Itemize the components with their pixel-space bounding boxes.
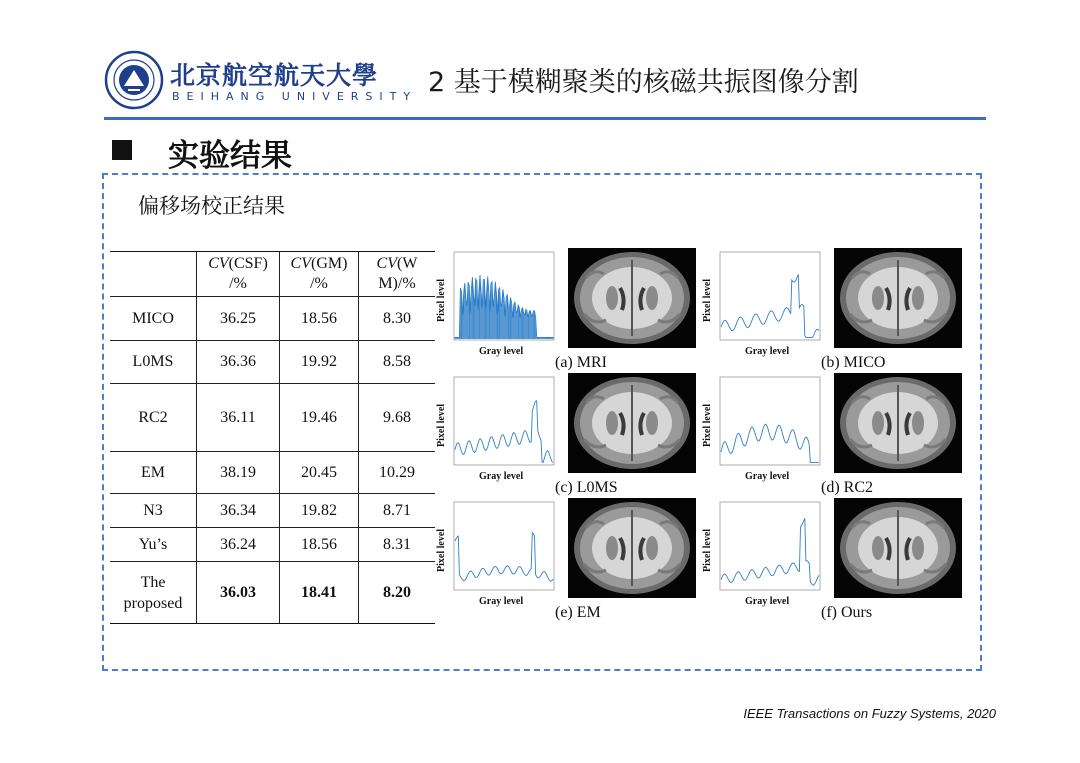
table-row (110, 297, 435, 341)
y-axis-label: Pixel level (702, 528, 713, 572)
panel-caption: (b) MICO (821, 354, 886, 371)
csf-cell: 36.03 (197, 562, 280, 624)
mri-brain-image (834, 248, 962, 348)
histogram-plot (452, 250, 585, 349)
citation: IEEE Transactions on Fuzzy Systems, 2020 (743, 706, 996, 721)
x-axis-label: Gray level (479, 346, 524, 357)
wm-cell: 8.20 (359, 562, 436, 624)
table-row (110, 494, 435, 528)
header-cv-wm: CV(W M)/% (359, 252, 436, 297)
histogram-plot (452, 375, 585, 474)
method-cell: MICO (110, 297, 197, 341)
results-table (110, 251, 435, 624)
table-row-proposed (110, 562, 435, 624)
y-axis-label: Pixel level (702, 278, 713, 322)
csf-cell: 36.36 (197, 341, 280, 384)
table-row (110, 528, 435, 562)
csf-cell: 36.24 (197, 528, 280, 562)
csf-cell: 36.25 (197, 297, 280, 341)
section-title: 实验结果 (168, 138, 292, 174)
x-axis-label: Gray level (745, 596, 790, 607)
y-axis-label: Pixel level (436, 278, 447, 322)
method-cell: EM (110, 452, 197, 494)
histogram-curve (721, 518, 819, 585)
histogram-plot (718, 500, 851, 599)
csf-cell: 36.11 (197, 384, 280, 452)
wm-cell: 8.31 (359, 528, 436, 562)
plot-frame (454, 502, 554, 590)
x-axis-label: Gray level (479, 471, 524, 482)
table-row (110, 341, 435, 384)
gm-cell: 19.46 (280, 384, 359, 452)
slide-title: 2 基于模糊聚类的核磁共振图像分割 (428, 67, 859, 98)
section-bullet (112, 140, 132, 160)
wm-cell: 8.71 (359, 494, 436, 528)
panel-caption: (e) EM (555, 604, 601, 621)
title-divider (104, 117, 986, 120)
gm-cell: 18.41 (280, 562, 359, 624)
panel-caption: (f) Ours (821, 604, 873, 621)
csf-cell: 38.19 (197, 452, 280, 494)
histogram-plot (452, 500, 585, 599)
header-empty-cell (110, 252, 197, 297)
histogram-curve (455, 401, 553, 463)
table-row (110, 452, 435, 494)
plot-frame (454, 377, 554, 465)
method-cell: N3 (110, 494, 197, 528)
gm-cell: 20.45 (280, 452, 359, 494)
mri-brain-image (568, 248, 696, 348)
x-axis-label: Gray level (745, 346, 790, 357)
x-axis-label: Gray level (745, 471, 790, 482)
histogram-plot (718, 375, 851, 474)
header-cv-csf: CV(CSF) /% (197, 252, 280, 297)
method-cell: L0MS (110, 341, 197, 384)
university-name-cn: 北京航空航天大學 (170, 61, 379, 90)
wm-cell: 10.29 (359, 452, 436, 494)
x-axis-label: Gray level (479, 596, 524, 607)
mri-brain-image (834, 498, 962, 598)
histogram-curve (455, 275, 553, 339)
gm-cell: 18.56 (280, 297, 359, 341)
y-axis-label: Pixel level (702, 403, 713, 447)
beihang-logo-seal (104, 50, 164, 110)
mri-brain-image (568, 373, 696, 473)
histogram-plot (718, 250, 851, 349)
plot-frame (720, 377, 820, 465)
mri-brain-image (568, 498, 696, 598)
histogram-curve (721, 274, 819, 337)
panel-caption: (d) RC2 (821, 479, 873, 496)
method-cell: RC2 (110, 384, 197, 452)
header-cv-gm: CV(GM) /% (280, 252, 359, 297)
wm-cell: 9.68 (359, 384, 436, 452)
y-axis-label: Pixel level (436, 403, 447, 447)
mri-brain-image (834, 373, 962, 473)
university-name-en: BEIHANG UNIVERSITY (172, 90, 418, 103)
gm-cell: 19.92 (280, 341, 359, 384)
panel-caption: (c) L0MS (555, 479, 618, 496)
histogram-curve (455, 533, 553, 582)
subsection-title: 偏移场校正结果 (138, 194, 285, 218)
method-cell: The proposed (110, 562, 197, 624)
wm-cell: 8.30 (359, 297, 436, 341)
table-row (110, 384, 435, 452)
gm-cell: 18.56 (280, 528, 359, 562)
csf-cell: 36.34 (197, 494, 280, 528)
panel-caption: (a) MRI (555, 354, 607, 371)
histogram-curve (721, 424, 819, 462)
table-header-row (110, 252, 435, 297)
y-axis-label: Pixel level (436, 528, 447, 572)
gm-cell: 19.82 (280, 494, 359, 528)
method-cell: Yu’s (110, 528, 197, 562)
wm-cell: 8.58 (359, 341, 436, 384)
